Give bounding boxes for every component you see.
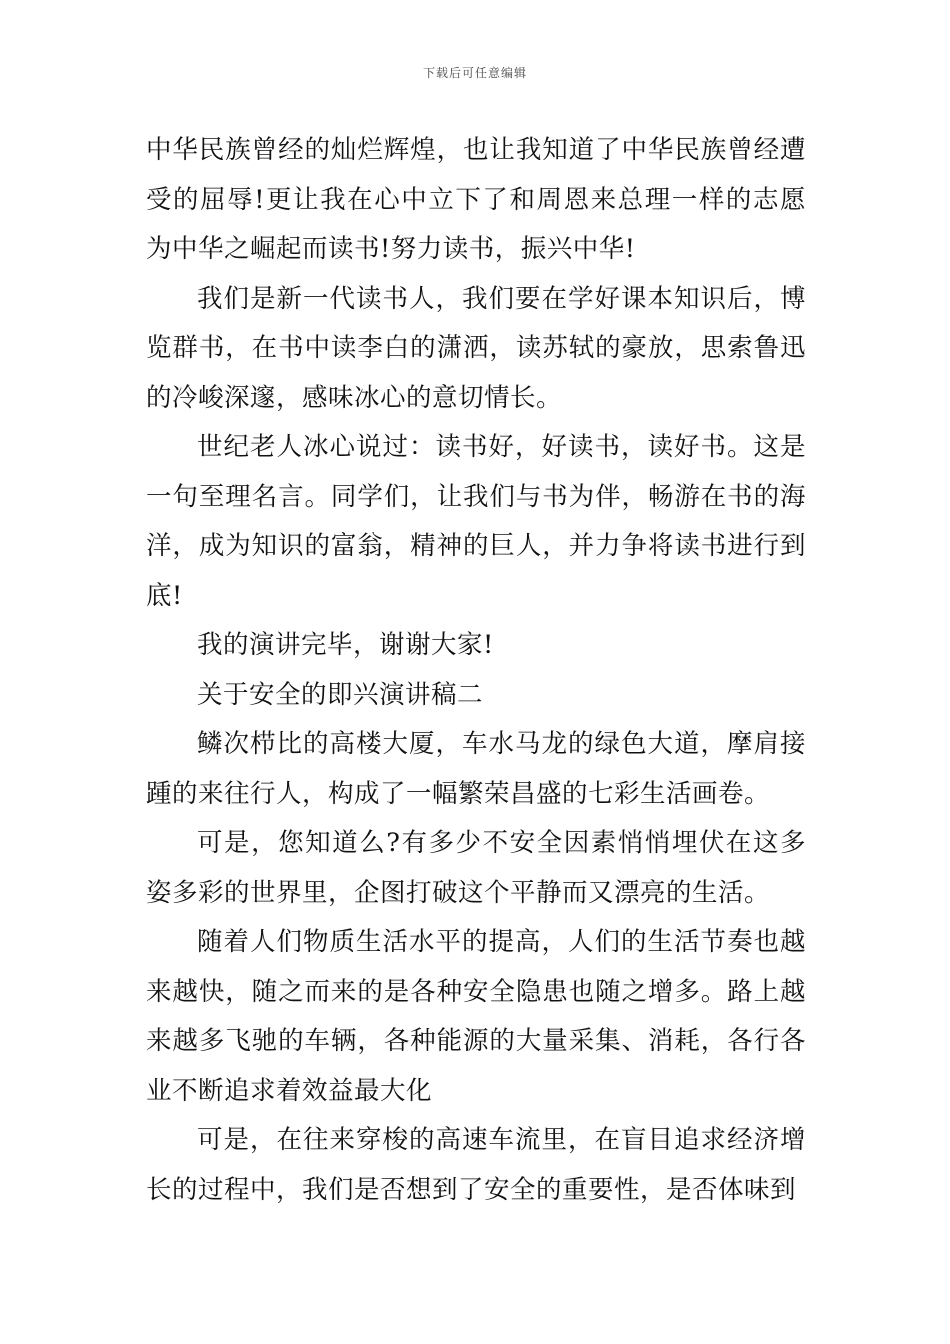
document-body [146,126,806,1215]
paragraph-7: 随着人们物质生活水平的提高，人们的生活节奏也越来越快，随之而来的是各种安全隐患也随之增多。路上越来越多飞驰的车辆，各种能源的大量采集、消耗，各行各业不断追求着效益最大化 [146,927,806,1106]
paragraph-2: 我们是新一代读书人，我们要在学好课本知识后，博览群书，在书中读李白的潇洒，读苏轼的豪放，思索鲁迅的冷峻深邃，感味冰心的意切情长。 [146,283,806,413]
section-heading: 关于安全的即兴演讲稿二 [197,679,484,710]
paragraph-4: 我的演讲完毕，谢谢大家! [197,630,494,660]
paragraph-8: 可是，在往来穿梭的高速车流里，在盲目追求经济增长的过程中，我们是否想到了安全的重要性，是否体味到 [146,1125,806,1205]
paragraph-5: 鳞次栉比的高楼大厦，车水马龙的绿色大道，摩肩接踵的来往行人，构成了一幅繁荣昌盛的七彩生活画卷。 [146,729,806,809]
page-header: 下载后可任意编辑 [422,66,527,80]
paragraph-1: 中华民族曾经的灿烂辉煌，也让我知道了中华民族曾经遭受的屈辱!更让我在心中立下了和周恩来总理一样的志愿为中华之崛起而读书!努力读书，振兴中华! [146,135,806,264]
paragraph-3: 世纪老人冰心说过：读书好，好读书，读好书。这是一句至理名言。同学们，让我们与书为伴，畅游在书的海洋，成为知识的富翁，精神的巨人，并力争将读书进行到底! [146,432,806,611]
paragraph-6: 可是，您知道么?有多少不安全因素悄悄埋伏在这多姿多彩的世界里，企图打破这个平静而又漂亮的生活。 [146,828,806,908]
